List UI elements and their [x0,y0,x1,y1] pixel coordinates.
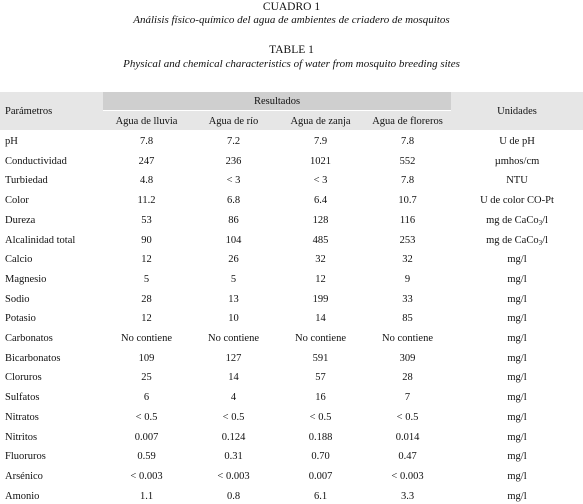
row-value: 53 [141,215,152,226]
row-parameter: Bicarbonatos [5,353,61,364]
row-parameter: Nitritos [5,432,38,443]
row-parameter: Arsénico [5,471,43,482]
row-parameter: Potasio [5,313,36,324]
unit-tail: /l [542,215,548,226]
header-divider [103,110,451,111]
row-unit [451,195,583,207]
row-value: 28 [141,294,152,305]
row-value: 85 [402,313,413,324]
row-unit [451,471,583,483]
header-resultados: Resultados [253,96,301,107]
row-value: 26 [228,254,239,265]
row-value: 0.59 [137,451,156,462]
unit-subscript: 3 [538,239,543,247]
row-value: 1021 [310,156,331,167]
row-value: 116 [399,215,416,226]
row-parameter: Sodio [5,294,30,305]
header-col-rio: Agua de río [208,116,259,127]
row-value: 199 [312,294,329,305]
row-value: 4 [230,392,237,403]
table-title: TABLE 1 [269,44,314,56]
row-value: No contiene [207,333,260,344]
row-value: 4.8 [139,175,154,186]
unit-tail: /l [542,235,548,246]
unit-label: mg/l [507,451,527,462]
row-value: 0.124 [221,432,246,443]
row-value: < 0.5 [309,412,332,423]
row-unit [451,215,583,227]
row-parameter: Nitratos [5,412,39,423]
row-value: 247 [138,156,155,167]
row-value: 253 [399,235,416,246]
row-value: No contiene [294,333,347,344]
row-unit [451,372,583,384]
row-value: 552 [399,156,416,167]
row-value: 10.7 [398,195,417,206]
row-unit [451,491,583,503]
header-col-lluvia: Agua de lluvia [115,116,178,127]
table-subtitle: Physical and chemical characteristics of water from mosquito breeding sites [123,58,460,70]
row-value: 7.8 [400,175,415,186]
unit-label: mg/l [507,412,527,423]
row-parameter: Cloruros [5,372,42,383]
row-value: 25 [141,372,152,383]
row-unit [451,432,583,444]
unit-label: mg/l [507,274,527,285]
unit-subscript: 3 [538,219,543,227]
row-unit [451,254,583,266]
row-value: 0.8 [226,491,241,502]
unit-label: NTU [506,175,528,186]
row-value: 3.3 [400,491,415,502]
row-unit [451,274,583,286]
unit-label: mg de CaCo [486,235,539,246]
row-value: 7.9 [313,136,328,147]
row-parameter: Turbiedad [5,175,48,186]
header-col-zanja: Agua de zanja [290,116,351,127]
row-parameter: Dureza [5,215,36,226]
row-value: 6.4 [313,195,328,206]
row-value: 127 [225,353,242,364]
unit-label: mg/l [507,313,527,324]
row-value: 7 [404,392,411,403]
row-value: 32 [315,254,326,265]
unit-label: mg/l [507,471,527,482]
row-value: 10 [228,313,239,324]
row-value: 7.2 [226,136,241,147]
header-unidades: Unidades [497,106,537,117]
unit-label: mg/l [507,372,527,383]
unit-label: U de pH [499,136,535,147]
row-value: 0.007 [308,471,333,482]
row-value: 90 [141,235,152,246]
row-value: 14 [228,372,239,383]
row-value: 12 [141,254,152,265]
row-value: 12 [141,313,152,324]
unit-label: U de color CO-Pt [480,195,554,206]
row-value: 1.1 [139,491,154,502]
row-parameter: Conductividad [5,156,67,167]
row-value: < 0.5 [135,412,158,423]
row-value: 128 [312,215,329,226]
row-value: < 0.5 [222,412,245,423]
row-value: No contiene [381,333,434,344]
row-value: 13 [228,294,239,305]
row-parameter: Calcio [5,254,33,265]
row-value: 6.1 [313,491,328,502]
row-value: 11.2 [137,195,156,206]
row-unit [451,353,583,365]
row-value: 6.8 [226,195,241,206]
row-unit [451,235,583,247]
row-value: 33 [402,294,413,305]
row-value: 309 [399,353,416,364]
row-value: 0.014 [395,432,420,443]
unit-label: mg/l [507,432,527,443]
cuadro-subtitle: Análisis físico-químico del agua de ambientes de criadero de mosquitos [133,14,450,26]
row-value: 104 [225,235,242,246]
row-parameter: Amonio [5,491,40,502]
row-value: 485 [312,235,329,246]
row-value: 9 [404,274,411,285]
row-value: < 0.003 [130,471,163,482]
row-value: < 0.5 [396,412,419,423]
row-unit [451,175,583,187]
row-value: 0.70 [311,451,330,462]
row-unit [451,412,583,424]
row-value: 5 [230,274,237,285]
row-unit [451,294,583,306]
row-value: 0.31 [224,451,243,462]
row-value: 109 [138,353,155,364]
unit-label: mg de CaCo [486,215,539,226]
unit-label: mg/l [507,491,527,502]
row-value: 0.47 [398,451,417,462]
unit-label: mg/l [507,294,527,305]
row-value: 0.007 [134,432,159,443]
unit-label: mg/l [507,254,527,265]
row-parameter: Carbonatos [5,333,53,344]
row-value: 7.8 [400,136,415,147]
row-value: < 3 [313,175,328,186]
row-unit [451,392,583,404]
row-value: 0.188 [308,432,333,443]
row-value: < 3 [226,175,241,186]
row-parameter: Color [5,195,29,206]
row-value: 6 [143,392,150,403]
unit-label: µmhos/cm [494,156,540,167]
row-unit [451,313,583,325]
row-value: 12 [315,274,326,285]
row-value: 86 [228,215,239,226]
row-value: 14 [315,313,326,324]
row-value: 5 [143,274,150,285]
cuadro-title: CUADRO 1 [262,1,321,13]
row-unit [451,156,583,168]
unit-label: mg/l [507,333,527,344]
row-value: 28 [402,372,413,383]
row-parameter: Sulfatos [5,392,40,403]
row-value: < 0.003 [217,471,250,482]
row-unit [451,136,583,148]
unit-label: mg/l [507,392,527,403]
row-value: 7.8 [139,136,154,147]
row-value: 16 [315,392,326,403]
unit-label: mg/l [507,353,527,364]
row-value: 236 [225,156,242,167]
row-value: < 0.003 [391,471,424,482]
row-value: 32 [402,254,413,265]
row-parameter: Fluoruros [5,451,46,462]
row-unit [451,451,583,463]
row-value: 591 [312,353,329,364]
row-unit [451,333,583,345]
row-value: 57 [315,372,326,383]
row-value: No contiene [120,333,173,344]
row-parameter: pH [5,136,18,147]
row-parameter: Magnesio [5,274,47,285]
row-parameter: Alcalinidad total [5,235,76,246]
header-parametros: Parámetros [5,106,53,117]
header-col-floreros: Agua de floreros [372,116,443,127]
